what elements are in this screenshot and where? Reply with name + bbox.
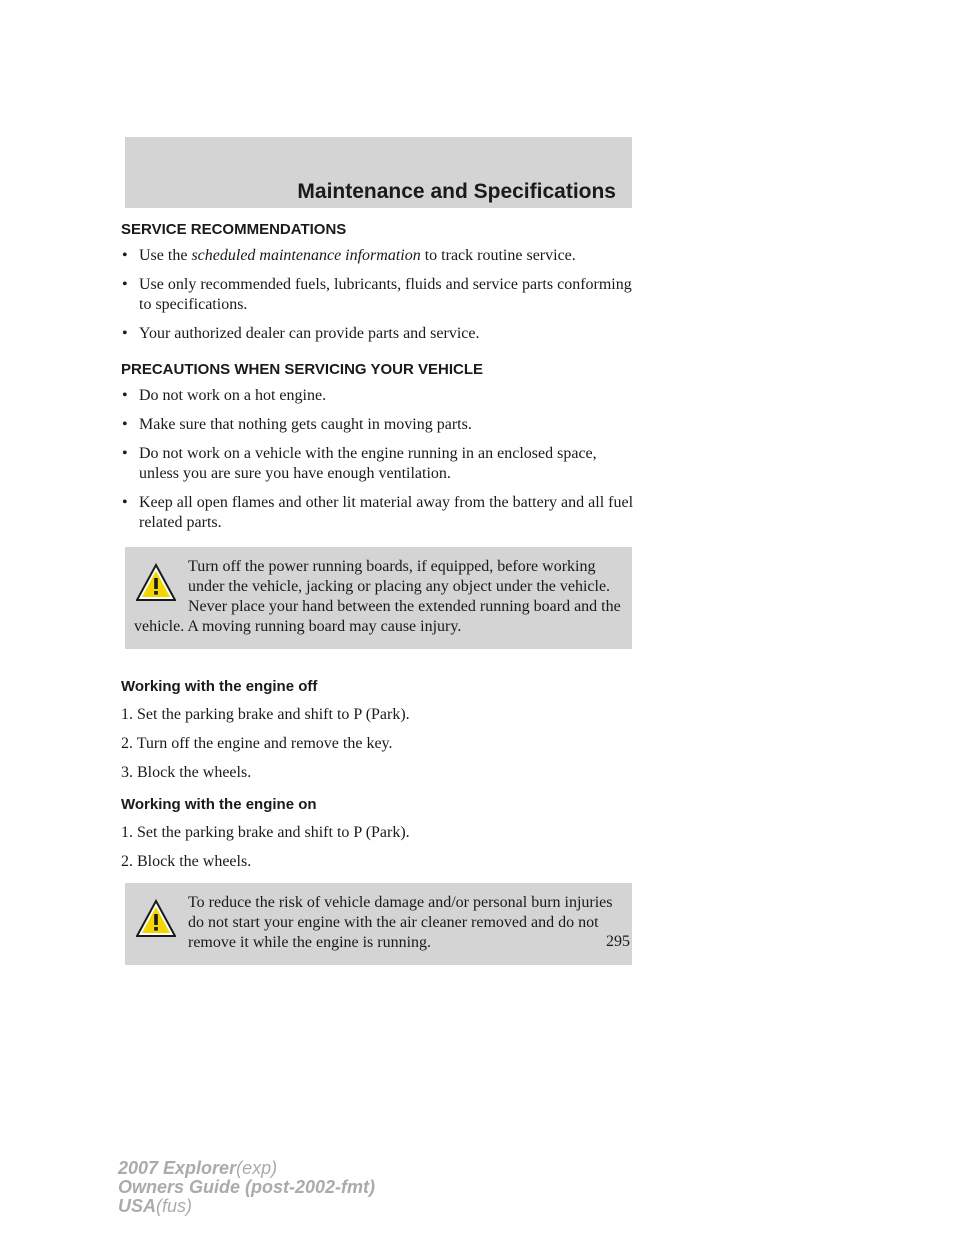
warning-box (125, 547, 632, 649)
document-footer (118, 1159, 375, 1216)
footer-line (118, 1197, 375, 1216)
footer-line (118, 1178, 375, 1197)
bullet-text: Keep all open flames and other lit material away from the battery and all fuel related parts. (139, 494, 634, 531)
service-recommendations-heading: SERVICE RECOMMENDATIONS (121, 221, 347, 238)
footer-code: (fus) (156, 1196, 193, 1216)
bullet-text: Do not work on a vehicle with the engine running in an enclosed space, unless you are sure you have enough ventilation. (139, 445, 597, 482)
footer-line (118, 1159, 375, 1178)
page-number: 295 (606, 933, 630, 950)
bullet-item (121, 386, 636, 406)
bullet-item (121, 493, 636, 533)
bullet-dot: • (122, 247, 128, 264)
bullet-dot: • (122, 445, 128, 462)
engine-off-heading: Working with the engine off (121, 678, 318, 695)
bullet-dot: • (122, 387, 128, 404)
footer-market: USA (118, 1196, 157, 1216)
step-item: 1. Set the parking brake and shift to P (Park). (121, 824, 410, 841)
footer-code: (exp) (236, 1158, 278, 1178)
bullet-text-italic: scheduled maintenance information (191, 247, 421, 264)
section-header-band (125, 137, 632, 208)
bullet-item (121, 246, 636, 266)
warning-box (125, 883, 632, 965)
footer-guide: Owners Guide (post-2002-fmt) (118, 1177, 376, 1197)
step-item: 3. Block the wheels. (121, 764, 252, 781)
bullet-text: Use only recommended fuels, lubricants, fluids and service parts conforming to specifications. (139, 276, 632, 313)
bullet-text: Make sure that nothing gets caught in moving parts. (139, 416, 472, 433)
engine-on-heading: Working with the engine on (121, 796, 317, 813)
bullet-item (121, 415, 636, 435)
bullet-text: Your authorized dealer can provide parts and service. (139, 325, 480, 342)
warning-text: To reduce the risk of vehicle damage and/or personal burn injuries do not start your engine with the air cleaner removed and do not remove it while the engine is running. (188, 894, 613, 951)
bullet-text: Do not work on a hot engine. (139, 387, 327, 404)
bullet-item (121, 324, 636, 344)
bullet-dot: • (122, 416, 128, 433)
footer-model: 2007 Explorer (118, 1158, 237, 1178)
step-item: 1. Set the parking brake and shift to P (Park). (121, 706, 410, 723)
warning-triangle-icon (136, 563, 176, 603)
bullet-item (121, 444, 636, 484)
warning-triangle-icon (136, 899, 176, 939)
bullet-dot: • (122, 325, 128, 342)
page-content (121, 220, 636, 965)
bullet-text: to track routine service. (420, 247, 576, 264)
precautions-heading: PRECAUTIONS WHEN SERVICING YOUR VEHICLE (121, 361, 483, 378)
step-item: 2. Block the wheels. (121, 853, 252, 870)
bullet-text: Use the (139, 247, 192, 264)
bullet-dot: • (122, 494, 128, 511)
step-item: 2. Turn off the engine and remove the key. (121, 735, 393, 752)
section-title: Maintenance and Specifications (297, 180, 616, 203)
bullet-item (121, 275, 636, 315)
bullet-dot: • (122, 276, 128, 293)
warning-text: Turn off the power running boards, if equipped, before working under the vehicle, jacking or placing any object under the vehicle. Never place your hand between the extended running board and the vehicle. A moving running board may cause injury. (134, 558, 621, 635)
